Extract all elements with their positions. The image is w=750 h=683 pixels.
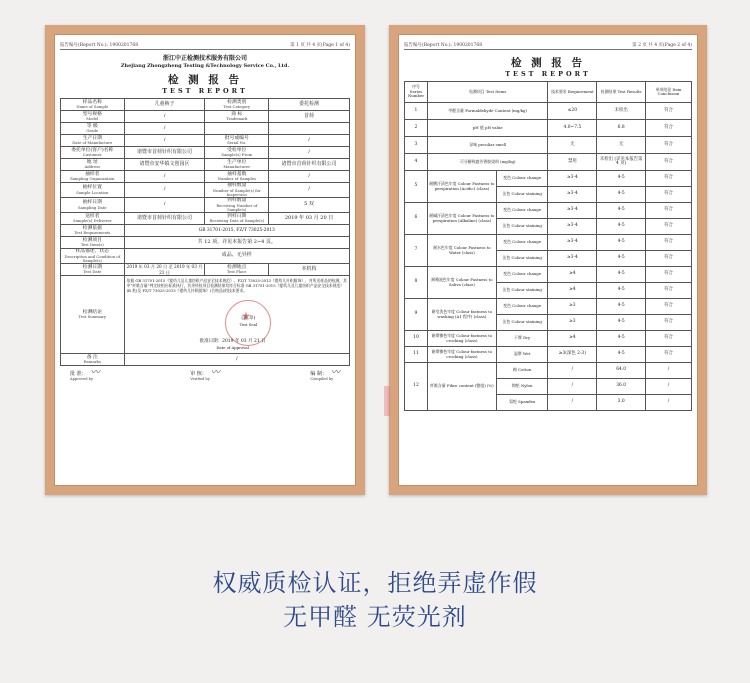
info-value: 诸暨市首荷针织有限公司 (269, 159, 350, 171)
table-row (405, 347, 692, 363)
row-number: 6 (405, 203, 428, 235)
conclusion: / (646, 363, 692, 379)
report-title-en: TEST REPORT (505, 70, 591, 78)
info-label: 委托单位(客户)名称 (71, 147, 114, 153)
test-place: 本机构 (269, 264, 350, 276)
test-items-label: 检测项目 (82, 237, 102, 243)
info-value: 委托检测 (269, 99, 350, 111)
info-label: 生产日期 (82, 135, 102, 141)
conclusion: / (646, 395, 692, 411)
table-row (405, 120, 692, 137)
test-result: 6.8 (597, 120, 646, 137)
compiler-signature: 〰 (330, 368, 340, 379)
results-table (404, 81, 692, 411)
test-item: 甲醛含量 Formaldehyde Content (mg/kg) (427, 103, 548, 120)
conclusion: 符合 (646, 187, 692, 203)
row-number: 10 (405, 331, 428, 347)
test-result: 4-5 (597, 315, 646, 331)
requirement: ≥3-4 (548, 251, 597, 267)
info-value: 首荷 (269, 111, 350, 123)
info-value: / (269, 171, 350, 183)
test-result: 4-5 (597, 235, 646, 251)
requirement: ≥3-4 (548, 219, 597, 235)
conclusion: 符合 (646, 219, 692, 235)
test-sub-item: 沾色 Colour staining (496, 283, 548, 299)
info-label: 到样日期 (227, 213, 247, 219)
info-label: 抽样数量 (227, 183, 247, 188)
table-row (405, 154, 692, 171)
conclusion: 符合 (646, 267, 692, 283)
test-item: pH 值 pH value (427, 120, 548, 137)
test-result: 4-5 (597, 283, 646, 299)
conclusion: 符合 (646, 120, 692, 137)
info-value: / (124, 135, 205, 147)
info-value: 2019 年 03 月 20 日 (269, 213, 350, 225)
test-item: 耐水色牢度 Colour Fastness to Water (class) (427, 235, 496, 267)
test-sub-item: 氨纶 Spandex (496, 395, 548, 411)
test-result: 4-5 (597, 171, 646, 187)
red-mark (384, 386, 390, 416)
row-number: 11 (405, 347, 428, 363)
caption-line-1: 权威质检认证，拒绝弄虚作假 (212, 569, 538, 597)
row-number: 5 (405, 171, 428, 203)
test-req-label: 检测依据 (82, 225, 102, 231)
info-row: 地 址 Address 诸暨市安华镇文创园区 生产单位 Manufacturer 诸暨市首荷针织有限公司 (61, 159, 350, 171)
info-label: 抽样日期 (82, 200, 102, 206)
table-row (405, 331, 692, 347)
info-value: 诸暨市安华镇文创园区 (124, 159, 205, 171)
test-result: 36.0 (597, 379, 646, 395)
table-row (405, 103, 692, 120)
info-label: 检测类别 (227, 99, 247, 105)
test-item: 耐摩擦色牢度 Colour fastness to crocking (class) (427, 331, 496, 347)
sample-info-table: 样品名称 Name of Sample 儿童裤子 检测类别 Test Category 委托检测 型号规格 Model / 商 标 Trademark 首荷 等 级 Grade / 生产日期 Date of Manufacture / 批号或编号 Serial No. / 委托单位(客户)名称 Customer 诸暨市首荷针织有限公司 受检单位 Sample(s) From / 地 址 Address 诸暨市安华镇文创园区 生产单位 Manufacturer 诸暨市首荷针织有限公司 抽样者 Sampling Organization / 抽样基数 Number of Samples / 抽样位置 Sample Location / 抽样数量 Number of Sample(s) for Inspection / 抽样日期 Sampling Date / 到样数量 Receiving Number of Sample(s) 5 双 送样者 Sample(s) Deliverer 诸暨市首荷针织有限公司 到样日期 Receiving Date of Sample(s) 2019 年 03 月 20 日 检测依据 Test Requirements GB 31701-2015, FZ/T 73025-2013 检测项目 Test Item(s) 共 12 项，详见本报告第 2~4 页。 样品描述、状态 Description and Condition of Sample(s) 成品、无异样 检测日期 Test Date 2019 年 03 月 20 日 至 2019 年 03 月 21 日 检测地点 Test Place 本机构 检测结论 Test Summary 依据 GB 31701-2015《婴幼儿及儿童纺织产品安全技术规范》、FZ/T 73025-2013《婴幼儿针织服饰》，对所送样品的检测，其中“纤维含量”判定按相应标准执行，其余所检项目检测结果均符合标准 GB 31701-2015《婴幼儿及儿童纺织产品安全技术规范》(B 类)及 FZ/T 73025-2013《婴幼儿针织服饰》(合格品)的技术要求。 ★ (盖 章) Test Seal 批准日期：2019 年 03 月 21 日 Date of Approval 备 注 Remarks / (60, 98, 350, 366)
info-label: 抽样位置 (82, 185, 102, 191)
info-value: / (269, 135, 350, 147)
report-frame-2 (389, 25, 707, 495)
requirement: ≥4 (548, 267, 597, 283)
verifier-signature: 〰 (210, 368, 220, 379)
header-series: 序号 Series Number (405, 82, 428, 103)
requirement: 无 (548, 137, 597, 154)
info-label: 受检单位 (227, 147, 247, 153)
test-sub-item: 锦纶 Nylon (496, 379, 548, 395)
test-result: 4-5 (597, 331, 646, 347)
conclusion: 符合 (646, 283, 692, 299)
requirement: / (548, 395, 597, 411)
test-result: 4-5 (597, 267, 646, 283)
test-date: 2019 年 03 月 20 日 至 2019 年 03 月 21 日 (124, 264, 205, 276)
report-header (60, 42, 350, 50)
info-label: 抽样基数 (227, 171, 247, 177)
requirement: / (548, 363, 597, 379)
test-result: 4-5 (597, 299, 646, 315)
conclusion: 符合 (646, 331, 692, 347)
page-number: 第 2 页 共 4 页(Page 2 of 4) (632, 43, 692, 48)
info-label: 送样者 (85, 213, 100, 219)
table-row (405, 203, 692, 219)
info-row: 抽样日期 Sampling Date / 到样数量 Receiving Number of Sample(s) 5 双 (61, 198, 350, 213)
row-number: 8 (405, 267, 428, 299)
report-number: 报告编号(Report No.): 1900201768 (404, 43, 483, 48)
info-label: 型号规格 (82, 111, 102, 117)
row-number: 1 (405, 103, 428, 120)
requirement: ≥3 (548, 315, 597, 331)
header-conclusion: 单项结论 Item Conclusion (646, 82, 692, 103)
summary-label: 检测结论 (82, 309, 102, 315)
requirement: ≥3-4 (548, 171, 597, 187)
test-place-label: 检测地点 (227, 264, 247, 270)
requirement: ≥3-4 (548, 203, 597, 219)
info-label: 抽样者 (85, 171, 100, 177)
conclusion: 符合 (646, 171, 692, 187)
requirement: ≥3-4 (548, 187, 597, 203)
test-sub-item: 变色 Colour change (496, 235, 548, 251)
test-result: 4-5 (597, 203, 646, 219)
test-result: 4-5 (597, 251, 646, 267)
conclusion: / (646, 379, 692, 395)
test-sub-item: 变色 Colour change (496, 299, 548, 315)
test-item: 耐碱汗渍色牢度 Colour Fastness to perspiration (Alkaline) (class) (427, 203, 496, 235)
info-row: 样品名称 Name of Sample 儿童裤子 检测类别 Test Category 委托检测 (61, 99, 350, 111)
info-row: 送样者 Sample(s) Deliverer 诸暨市首荷针织有限公司 到样日期 Receiving Date of Sample(s) 2019 年 03 月 20 日 (61, 213, 350, 225)
test-item: 耐摩擦色牢度 Colour fastness to crocking (class) (427, 347, 496, 363)
header-requirement: 技术要求 Requirement (548, 82, 597, 103)
test-sub-item: 沾色 Colour staining (496, 219, 548, 235)
conclusion: 符合 (646, 235, 692, 251)
requirement: ≥3(深色 2-3) (548, 347, 597, 363)
verified-label: 审 核： (190, 371, 207, 378)
info-value: / (124, 171, 205, 183)
conclusion: 符合 (646, 251, 692, 267)
page-number: 第 1 页 共 4 页(Page 1 of 4) (290, 43, 350, 48)
info-value: / (269, 183, 350, 198)
info-row: 委托单位(客户)名称 Customer 诸暨市首荷针织有限公司 受检单位 Sample(s) From / (61, 147, 350, 159)
info-label: 批号或编号 (224, 135, 249, 141)
test-item: 耐唾液色牢度 Colour Fastness to Saliva (class) (427, 267, 496, 299)
conclusion: 符合 (646, 347, 692, 363)
remarks-label: 备 注 (86, 354, 98, 360)
requirement: 禁用 (548, 154, 597, 171)
report-page-1 (60, 42, 350, 478)
signature-row: 批 准： 〰 Approved by 审 核： 〰 Verified by 编 制： 〰 Compiled by (70, 368, 340, 382)
info-value: / (124, 183, 205, 198)
header-test-items: 检测项目 Test Items (427, 82, 548, 103)
info-label: 地 址 (86, 159, 98, 165)
info-label: 样品名称 (82, 99, 102, 105)
table-row (405, 137, 692, 154)
conclusion: 符合 (646, 299, 692, 315)
approved-label: 批 准： (70, 371, 87, 378)
row-number: 4 (405, 154, 428, 171)
test-sub-item: 沾色 Colour staining (496, 187, 548, 203)
conclusion: 符合 (646, 203, 692, 219)
report-title-en: TEST REPORT (162, 87, 248, 95)
test-requirements: GB 31701-2015, FZ/T 73025-2013 (124, 225, 349, 237)
conclusion: 符合 (646, 154, 692, 171)
test-item: 异味 peculiar smell (427, 137, 548, 154)
requirement: 4.0~7.5 (548, 120, 597, 137)
test-result: 未检出 (详见本报告第 4 页) (597, 154, 646, 171)
test-date-label: 检测日期 (82, 264, 102, 270)
requirement: ≥3-4 (548, 235, 597, 251)
row-number: 9 (405, 299, 428, 331)
row-number: 12 (405, 363, 428, 411)
info-row: 等 级 Grade / (61, 123, 350, 135)
company-name-en: Zhejiang Zhongzheng Testing &Technology Service Co., Ltd. (120, 63, 290, 69)
info-value: / (124, 123, 205, 135)
test-item: 纤维含量 Fibre content (整组) (%) (427, 363, 496, 411)
test-item: 耐酸汗渍色牢度 Colour Fastness to perspiration (Acidic) (class) (427, 171, 496, 203)
report-page-2 (404, 42, 692, 478)
conclusion: 符合 (646, 315, 692, 331)
test-result: 3.0 (597, 395, 646, 411)
report-frame-1 (45, 25, 365, 495)
requirement: ≥3 (548, 299, 597, 315)
info-value: 儿童裤子 (124, 99, 205, 111)
stamp-label: (盖 章) (241, 316, 256, 322)
requirement: ≤20 (548, 103, 597, 120)
info-label: 生产单位 (227, 159, 247, 165)
row-number: 7 (405, 235, 428, 267)
approver-signature: 〰 (90, 368, 100, 379)
test-result: 未检出 (597, 103, 646, 120)
info-row: 型号规格 Model / 商 标 Trademark 首荷 (61, 111, 350, 123)
test-result: 4-5 (597, 219, 646, 235)
info-value: 5 双 (269, 198, 350, 213)
test-sub-item: 棉 Cotton (496, 363, 548, 379)
test-sub-item: 沾色 Colour staining (496, 251, 548, 267)
info-value: / (124, 111, 205, 123)
test-item: 耐皂洗色牢度 Colour fastness to washing (A1 程序) (class) (427, 299, 496, 331)
report-title-cn: 检 测 报 告 (511, 57, 585, 69)
test-result: 无 (597, 137, 646, 154)
test-item: 可分解致癌芳香胺染料 (mg/kg) (427, 154, 548, 171)
compiled-label: 编 制： (310, 371, 327, 378)
report-header (404, 42, 692, 50)
test-summary: 依据 GB 31701-2015《婴幼儿及儿童纺织产品安全技术规范》、FZ/T 73025-2013《婴幼儿针织服饰》，对所送样品的检测，其中“纤维含量”判定按相应标准执行，其余所检项目检测结果均符合标准 GB 31701-2015《婴幼儿及儿童纺织产品安全技术规范》(B 类)及 FZ/T 73025-2013《婴幼儿针织服饰》(合格品)的技术要求。 (126, 278, 347, 294)
table-row (405, 267, 692, 283)
sample-description: 成品、无异样 (124, 249, 349, 264)
info-value: / (269, 147, 350, 159)
test-sub-item: 干摩 Dry (496, 331, 548, 347)
report-number: 报告编号(Report No.): 1900201768 (60, 43, 139, 48)
row-number: 2 (405, 120, 428, 137)
description-label: 样品描述、状态 (75, 249, 110, 254)
info-value: / (124, 198, 205, 213)
row-number: 3 (405, 137, 428, 154)
conclusion: 符合 (646, 137, 692, 154)
requirement: ≥4 (548, 283, 597, 299)
test-sub-item: 变色 Colour change (496, 171, 548, 187)
info-value (269, 123, 350, 135)
table-row (405, 235, 692, 251)
test-result: 64.0 (597, 363, 646, 379)
test-items: 共 12 项，详见本报告第 2~4 页。 (124, 237, 349, 249)
info-row: 抽样者 Sampling Organization / 抽样基数 Number of Samples / (61, 171, 350, 183)
test-sub-item: 沾色 Colour staining (496, 315, 548, 331)
table-row (405, 171, 692, 187)
test-sub-item: 变色 Colour change (496, 203, 548, 219)
approval-date: 批准日期：2019 年 03 月 21 日 (199, 339, 266, 344)
test-sub-item: 湿摩 Wet (496, 347, 548, 363)
info-value: 诸暨市首荷针织有限公司 (124, 147, 205, 159)
info-label: 等 级 (86, 123, 98, 129)
conclusion: 符合 (646, 103, 692, 120)
header-results: 检测结果 Test Results (597, 82, 646, 103)
table-row (405, 363, 692, 379)
test-result: 4-5 (597, 187, 646, 203)
requirement: ≥4 (548, 331, 597, 347)
remarks: / (124, 354, 349, 366)
company-name-cn: 浙江中正检测技术服务有限公司 (162, 55, 247, 62)
info-row: 抽样位置 Sample Location / 抽样数量 Number of Sample(s) for Inspection / (61, 183, 350, 198)
table-row (405, 299, 692, 315)
info-row: 生产日期 Date of Manufacture / 批号或编号 Serial No. / (61, 135, 350, 147)
report-title-cn: 检 测 报 告 (168, 74, 242, 86)
test-result: 4-5 (597, 347, 646, 363)
info-label: 商 标 (231, 111, 243, 117)
requirement: / (548, 379, 597, 395)
info-label: 到样数量 (227, 198, 247, 203)
info-value: 诸暨市首荷针织有限公司 (124, 213, 205, 225)
caption-line-2: 无甲醛 无荧光剂 (283, 603, 467, 631)
test-sub-item: 变色 Colour change (496, 267, 548, 283)
